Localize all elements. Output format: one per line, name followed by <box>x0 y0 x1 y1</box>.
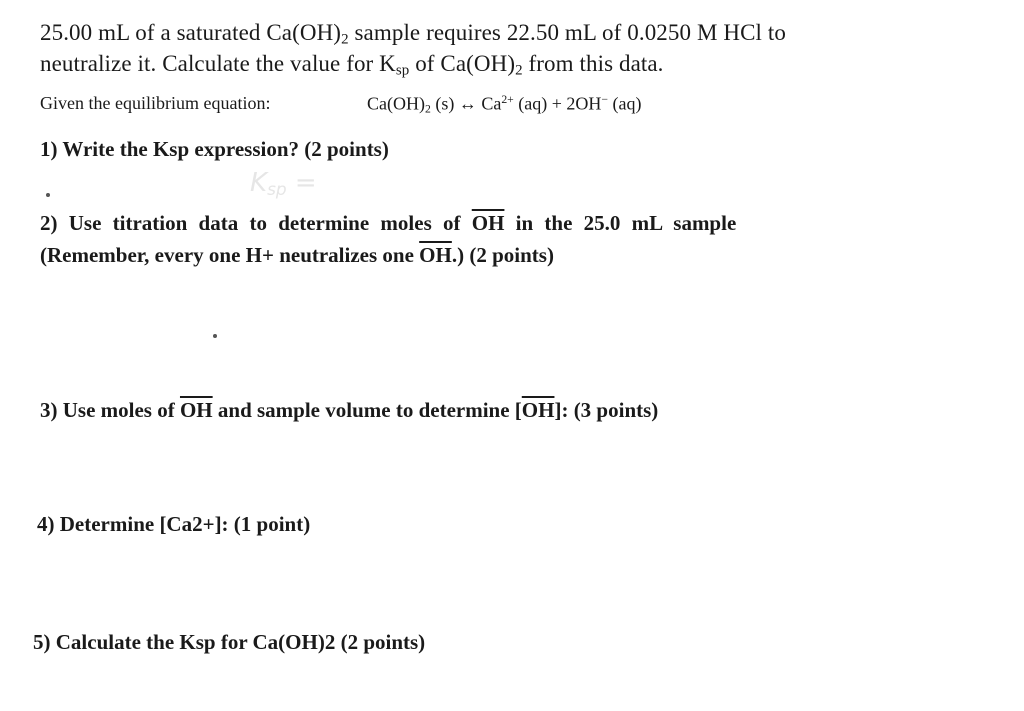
problem-line-2: neutralize it. Calculate the value for $K_{sp}$ of $Ca(OH)_2$ from this data. <box>40 51 664 79</box>
problem-line-1: 25.00 mL of a saturated $Ca(OH)_2$ sample requires 22.50 mL of 0.0250 M HCl to <box>40 20 786 48</box>
question-1: 1) Write the Ksp expression? (2 points) <box>40 137 389 161</box>
stray-mark <box>213 334 217 338</box>
question-4: 4) Determine [Ca2+]: (1 point) <box>37 512 311 536</box>
question-2-line-1: 2) Use titration data to determine moles of $\overline{OH}$ in the 25.0 mL sample <box>40 211 737 235</box>
erased-handwriting <box>290 350 488 380</box>
question-5: 5) Calculate the Ksp for Ca(OH)2 (2 points) <box>33 630 426 654</box>
question-3: 3) Use moles of $\overline{OH}$ and sample volume to determine $[\overline{OH}]$: (3 points) <box>40 398 659 422</box>
equilibrium-equation: $Ca(OH)_2$ (s) ↔ $Ca^{2+}$ (aq) + 2OH− (aq) <box>367 93 642 116</box>
erased-handwriting <box>60 288 242 318</box>
stray-mark <box>46 193 50 197</box>
erased-handwriting: $K_{sp}$ = <box>250 168 400 200</box>
question-2-line-2: (Remember, every one H+ neutralizes one $\overline{OH}$.) (2 points) <box>40 243 554 267</box>
equation-label: Given the equilibrium equation: <box>40 93 271 113</box>
